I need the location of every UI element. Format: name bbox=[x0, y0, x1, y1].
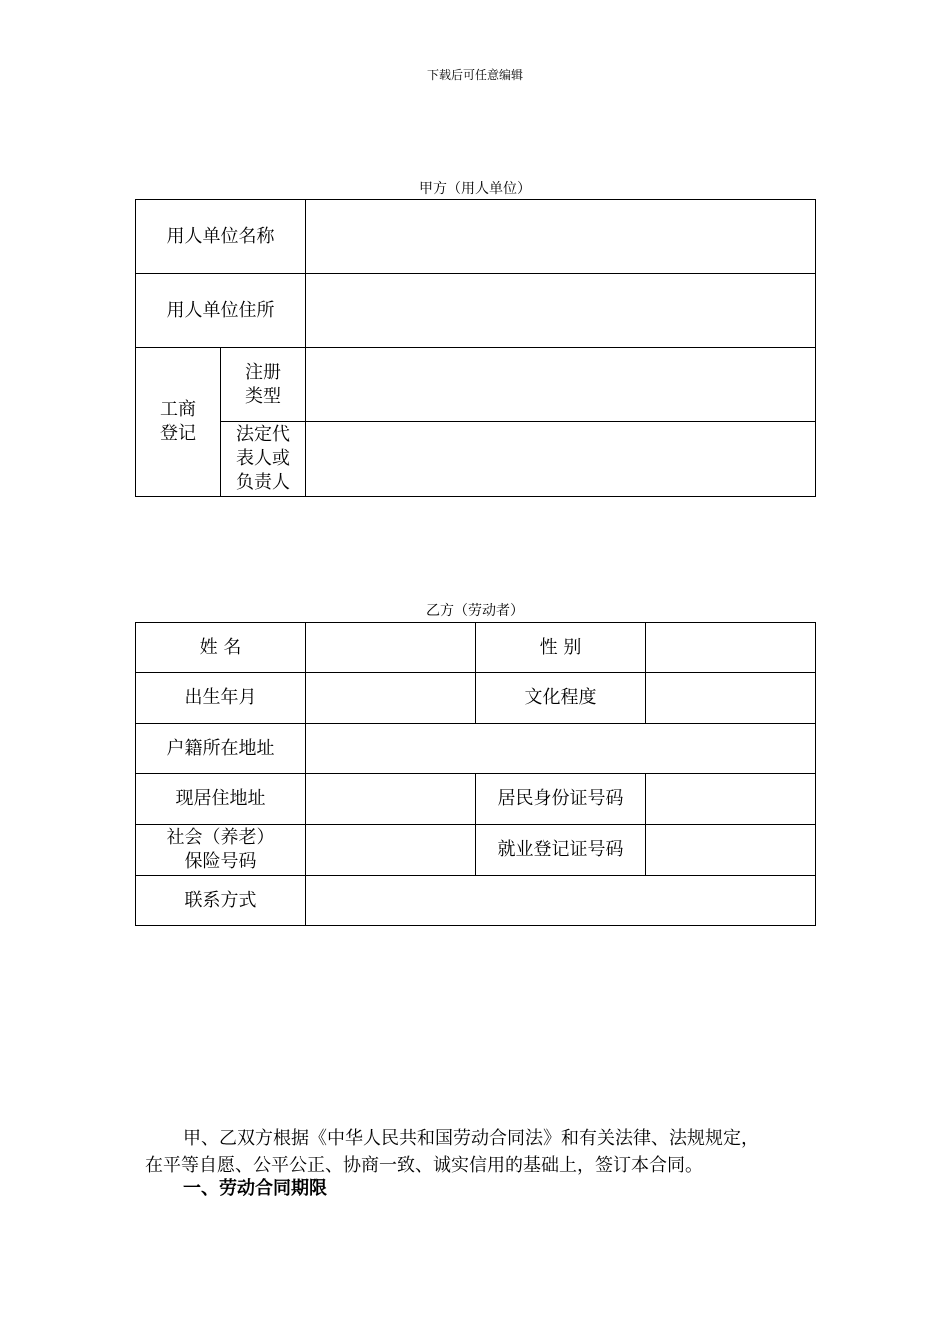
name-field[interactable] bbox=[306, 623, 476, 673]
header-note: 下载后可任意编辑 bbox=[426, 68, 523, 82]
employment-reg-field[interactable] bbox=[646, 825, 816, 876]
contact-field[interactable] bbox=[306, 876, 816, 926]
birth-field[interactable] bbox=[306, 673, 476, 724]
employment-reg-label: 就业登记证号码 bbox=[476, 825, 646, 876]
party-a-caption: 甲方（用人单位） bbox=[419, 181, 531, 197]
party-b-table bbox=[135, 622, 816, 926]
intro-line-1: 甲、乙双方根据《中华人民共和国劳动合同法》和有关法律、法规规定， bbox=[183, 1128, 759, 1149]
residence-label: 现居住地址 bbox=[136, 774, 306, 825]
id-number-field[interactable] bbox=[646, 774, 816, 825]
hukou-field[interactable] bbox=[306, 724, 816, 774]
intro-line-2: 在平等自愿、公平公正、协商一致、诚实信用的基础上，签订本合同。 bbox=[145, 1155, 703, 1176]
employer-address-field[interactable] bbox=[306, 274, 816, 348]
gender-field[interactable] bbox=[646, 623, 816, 673]
id-number-label: 居民身份证号码 bbox=[476, 774, 646, 825]
party-b-caption: 乙方（劳动者） bbox=[426, 603, 524, 619]
party-a-table bbox=[135, 199, 816, 497]
employer-name-label: 用人单位名称 bbox=[136, 200, 306, 274]
employer-address-label: 用人单位住所 bbox=[136, 274, 306, 348]
contact-label: 联系方式 bbox=[136, 876, 306, 926]
reg-type-label: 注册类型 bbox=[221, 348, 306, 422]
section-heading: 一、劳动合同期限 bbox=[183, 1178, 327, 1199]
insurance-label: 社会（养老）保险号码 bbox=[136, 825, 306, 876]
hukou-label: 户籍所在地址 bbox=[136, 724, 306, 774]
residence-field[interactable] bbox=[306, 774, 476, 825]
name-label: 姓 名 bbox=[136, 623, 306, 673]
insurance-field[interactable] bbox=[306, 825, 476, 876]
education-label: 文化程度 bbox=[476, 673, 646, 724]
education-field[interactable] bbox=[646, 673, 816, 724]
contract-intro-paragraph bbox=[145, 1125, 815, 1179]
birth-label: 出生年月 bbox=[136, 673, 306, 724]
gender-label: 性 别 bbox=[476, 623, 646, 673]
reg-type-field[interactable] bbox=[306, 348, 816, 422]
registration-label: 工商登记 bbox=[136, 348, 221, 497]
legal-rep-label: 法定代表人或负责人 bbox=[221, 422, 306, 497]
legal-rep-field[interactable] bbox=[306, 422, 816, 497]
employer-name-field[interactable] bbox=[306, 200, 816, 274]
